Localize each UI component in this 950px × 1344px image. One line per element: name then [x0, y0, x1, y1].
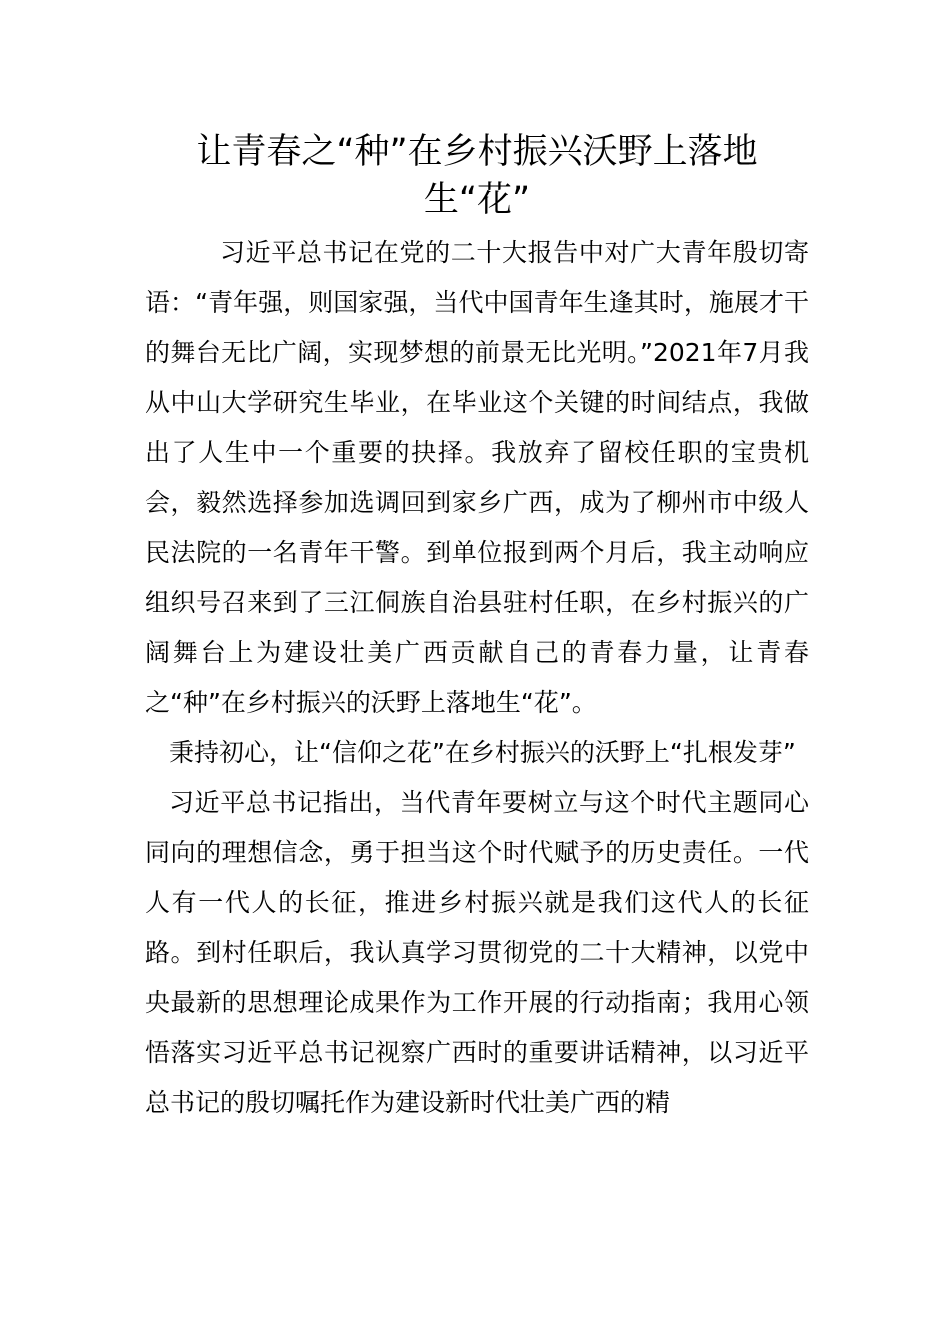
paragraph-intro: 习近平总书记在党的二十大报告中对广大青年殷切寄语：“青年强，则国家强，当代中国青年生逢其时，施展才干的舞台无比广阔，实现梦想的前景无比光明。”2021年7月我从中山大学研究生毕业，在毕业这个关键的时间结点，我做出了人生中一个重要的抉择。我放弃了留校任职的宝贵机会，毅然选择参加选调回到家乡广西，成为了柳州市中级人民法院的一名青年干警。到单位报到两个月后，我主动响应组织号召来到了三江侗族自治县驻村任职，在乡村振兴的广阔舞台上为建设壮美广西贡献自己的青春力量，让青春之“种”在乡村振兴的沃野上落地生“花”。	[145, 238, 809, 717]
document-body	[145, 228, 809, 1128]
document-title: 让青春之“种”在乡村振兴沃野上落地生“花”	[196, 132, 758, 220]
paragraph-body: 习近平总书记指出，当代青年要树立与这个时代主题同心同向的理想信念，勇于担当这个时代赋予的历史责任。一代人有一代人的长征，推进乡村振兴就是我们这代人的长征路。到村任职后，我认真学习贯彻党的二十大精神，以党中央最新的思想理论成果作为工作开展的行动指南；我用心领悟落实习近平总书记视察广西时的重要讲话精神，以习近平总书记的殷切嘱托作为建设新时代壮美广西的精	[145, 788, 809, 1117]
section-heading: 秉持初心，让“信仰之花”在乡村振兴的沃野上“扎根发芽”	[169, 738, 796, 767]
